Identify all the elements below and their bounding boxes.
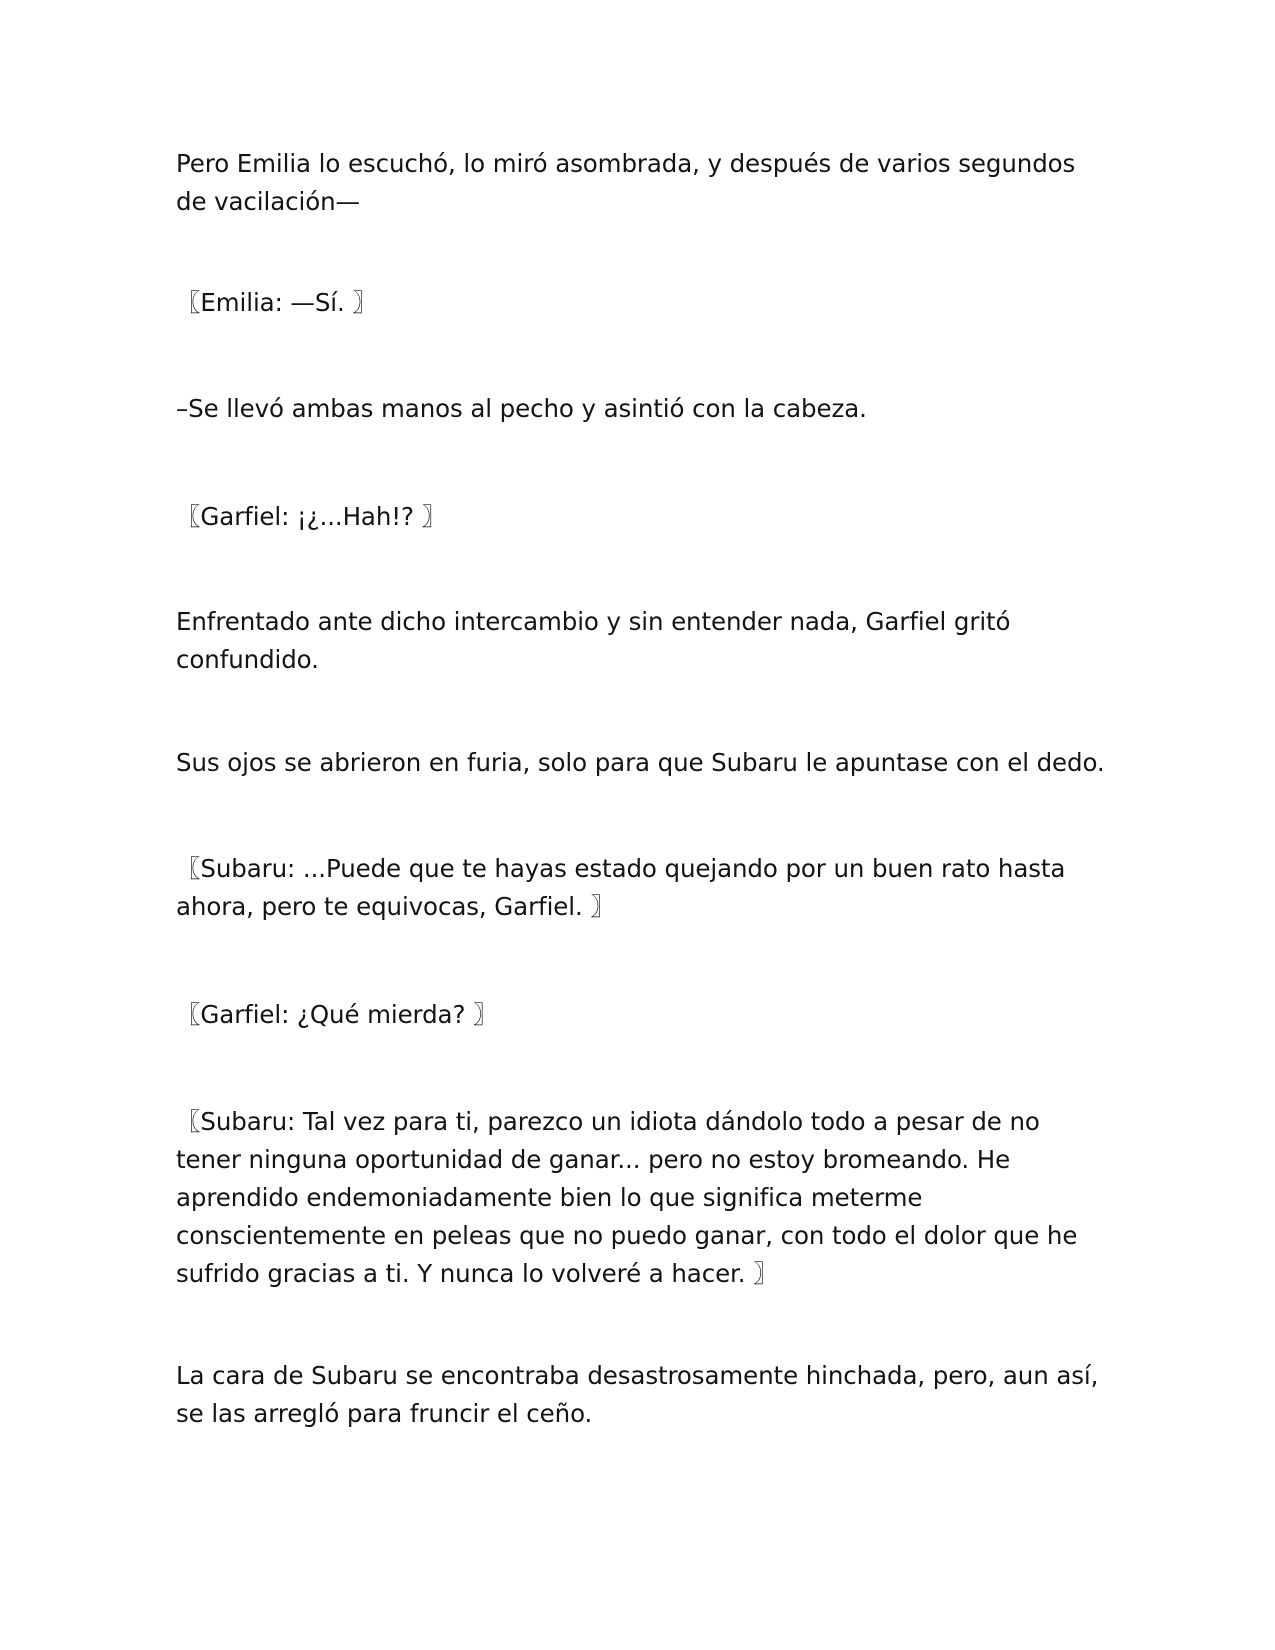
narration-paragraph: Sus ojos se abrieron en furia, solo para que Subaru le apuntase con el dedo. <box>176 748 1105 777</box>
dialogue-line: 〖Garfiel: ¿Qué mierda? 〗 <box>176 1000 498 1029</box>
dialogue-line: 〖Subaru: Tal vez para ti, parezco un idiota dándolo todo a pesar de no tener ninguna oportunidad de ganar... pero no estoy bromeando. He aprendido endemoniadamente bien lo que significa meterme conscientemente en peleas que no puedo ganar, con todo el dolor que he sufrido gracias a ti. Y nunca lo volveré a hacer. 〗 <box>176 1107 1078 1288</box>
dialogue-line: 〖Subaru: ...Puede que te hayas estado quejando por un buen rato hasta ahora, pero te equivocas, Garfiel. 〗 <box>176 854 1066 921</box>
dialogue-line: 〖Emilia: —Sí. 〗 <box>176 288 377 317</box>
dialogue-line: 〖Garfiel: ¡¿...Hah!? 〗 <box>176 502 446 531</box>
narration-paragraph: Pero Emilia lo escuchó, lo miró asombrada, y después de varios segundos de vacilación— <box>176 149 1076 216</box>
narration-paragraph: –Se llevó ambas manos al pecho y asintió con la cabeza. <box>176 394 867 423</box>
narration-paragraph: Enfrentado ante dicho intercambio y sin entender nada, Garfiel gritó confundido. <box>176 607 1011 674</box>
narration-paragraph: La cara de Subaru se encontraba desastrosamente hinchada, pero, aun así, se las arregló para fruncir el ceño. <box>176 1361 1099 1428</box>
